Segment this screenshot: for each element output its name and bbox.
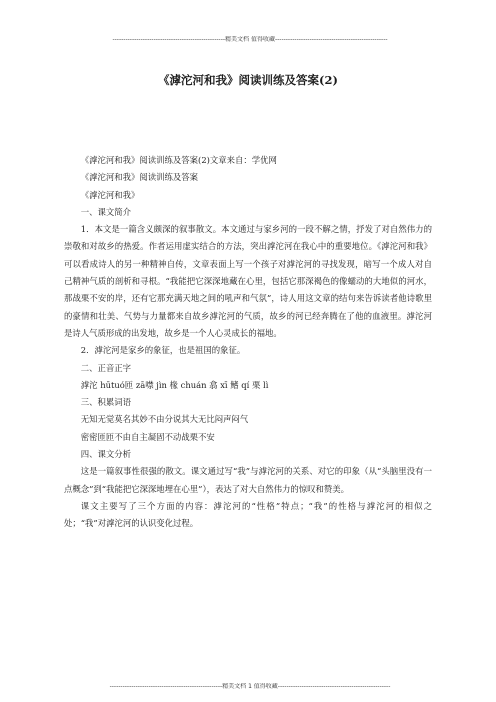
- paragraph-subtitle: 《滹沱河和我》阅读训练及答案: [80, 172, 199, 183]
- section-heading-analysis: 四、课文分析: [80, 449, 132, 460]
- page-header: ----------------------------------------------------精美文档 值得收藏----------------------------------------------------: [112, 36, 388, 43]
- paragraph-vocabulary-2: 密密匝匝不由自主凝固不动战栗不安: [80, 431, 215, 442]
- document-title: 《滹沱河和我》阅读训练及答案(2): [158, 73, 338, 87]
- paragraph-intro-1: 1．本文是一篇含义颇深的叙事散文。本文通过与家乡河的一段不解之情，抒发了对自然伟力的崇敬和对故乡的热爱。作者运用虚实结合的方法，突出滹沱河在我心中的重要地位。《滹沱河和我》可以看成诗人的另一种精神自传，文章表面上写一个孩子对滹沱河的寻找发现，暗写一个成人对自己精神气质的剖析和寻根。“我能把它深深地藏在心里，包括它那深褐色的像蠕动的大地似的河水，那战栗不安的岸，还有它那充满天地之间的吼声和气氛”，诗人用这文章的结句来告诉读者他诗歌里的豪情和壮美、气势与力量都来自故乡滹沱河的气质，故乡的河已经奔腾在了他的血液里。滹沱河是诗人气质形成的出发地，故乡是一个人心灵成长的福地。: [64, 224, 432, 338]
- paragraph-pronunciation: 滹沱 hūtuó匝 zā噤 jìn 椽 chuán 翕 xī 鳍 qí 栗 lì: [80, 379, 269, 390]
- paragraph-analysis-1: 这是一篇叙事性很强的散文。课文通过写“我”与滹沱河的关系、对它的印象（从“头脑里没有一点概念”到“我能把它深深地埋在心里”），表达了对大自然伟力的惊叹和赞美。: [64, 466, 432, 494]
- section-heading-intro: 一、课文简介: [80, 206, 132, 217]
- document-body: [64, 152, 432, 533]
- paragraph-source: 《滹沱河和我》阅读训练及答案(2)文章来自：学优网: [80, 155, 277, 165]
- section-heading-vocabulary: 三、积累词语: [80, 397, 132, 408]
- paragraph-text-title: 《滹沱河和我》: [80, 189, 140, 200]
- paragraph-analysis-2: 课文主要写了三个方面的内容：滹沱河的“性格”特点；“我”的性格与滹沱河的相似之处；“我”对滹沱河的认识变化过程。: [64, 500, 432, 529]
- page-footer: ----------------------------------------------------精美文档 1 值得收藏----------------------------------------------------: [109, 683, 391, 690]
- paragraph-vocabulary-1: 无知无觉莫名其妙不由分说其大无比闷声闷气: [80, 414, 249, 425]
- section-heading-pronunciation: 二、正音正字: [80, 362, 132, 373]
- paragraph-intro-2: 2．滹沱河是家乡的象征，也是祖国的象征。: [80, 345, 246, 356]
